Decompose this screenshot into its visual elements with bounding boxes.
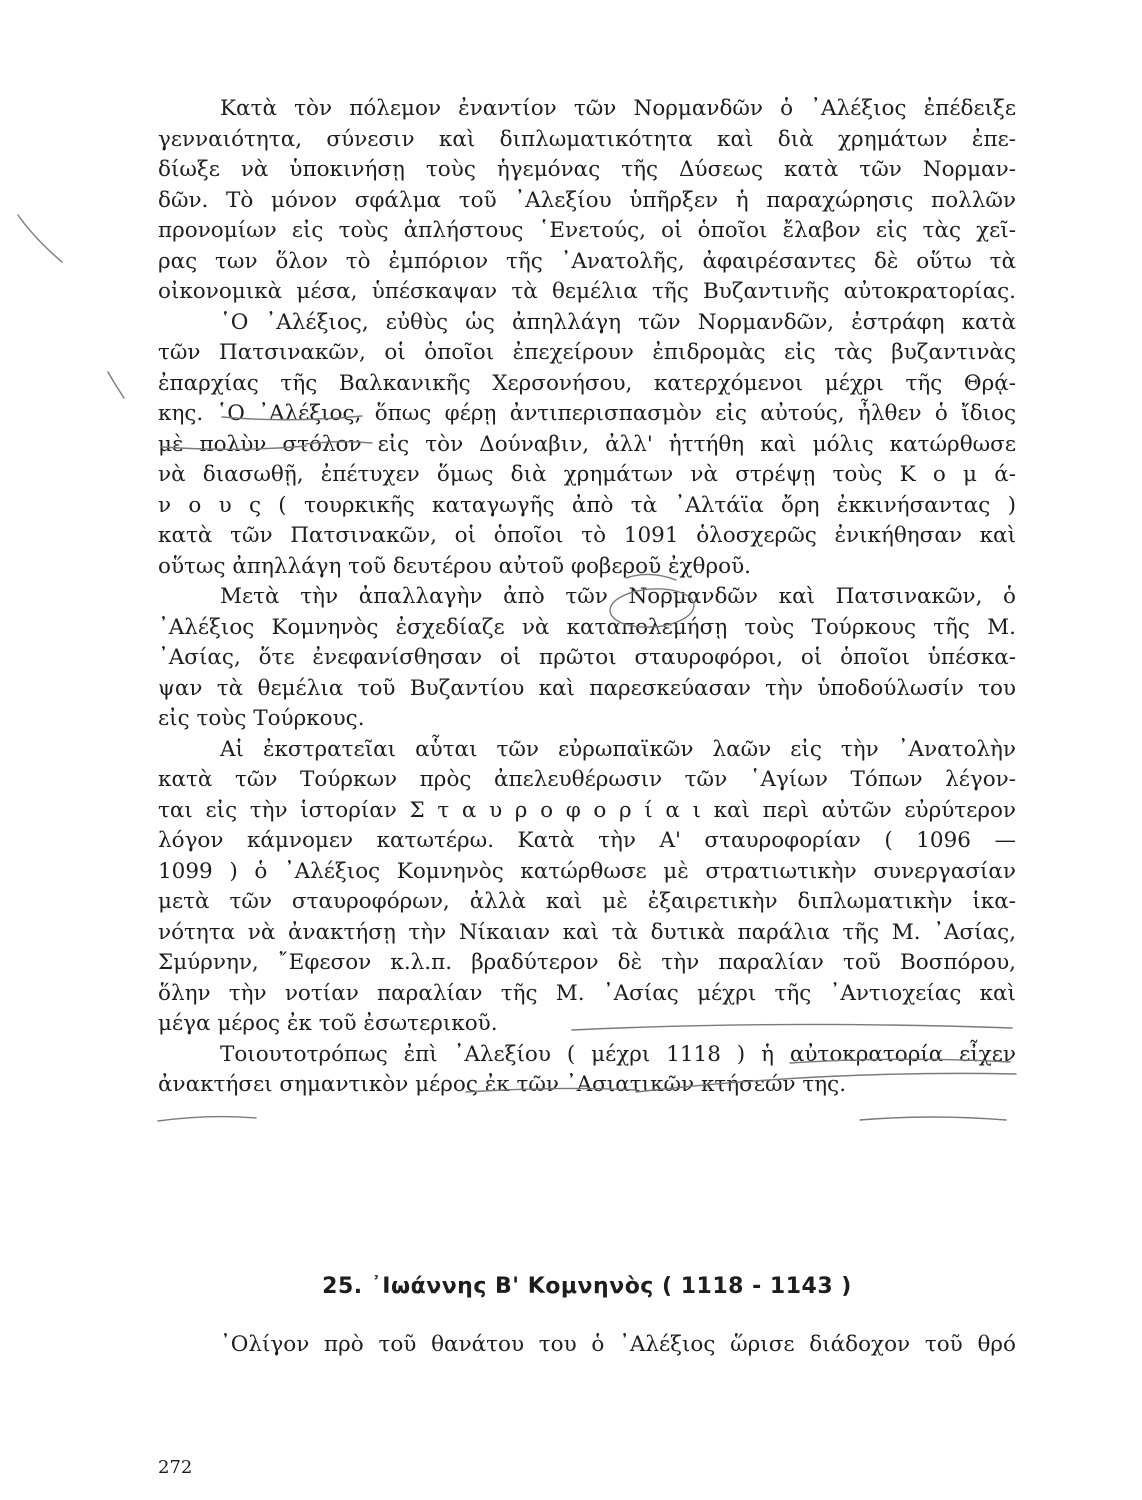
underline-smyrnin (158, 1117, 256, 1121)
text-line: δῶν. Τὸ μόνον σφάλμα τοῦ ᾿Αλεξίου ὑπῆρξεν ἡ παραχώρησις πολλῶν (158, 187, 1016, 213)
text-line: λόγον κάμνομεν κατωτέρω. Κατὰ τὴν Α' σταυροφορίαν ( 1096 — (158, 828, 1016, 853)
text-line: Τοιουτοτρόπως ἐπὶ ᾿Αλεξίου ( μέχρι 1118 ) ἡ αὐτοκρατορία εἶχεν (220, 1041, 1016, 1067)
text-line: νότητα νὰ ἀνακτήσῃ τὴν Νίκαιαν καὶ τὰ δυτικὰ παράλια τῆς Μ. ᾿Ασίας, (158, 919, 1016, 945)
text-line: Μετὰ τὴν ἀπαλλαγὴν ἀπὸ τῶν Νορμανδῶν καὶ Πατσινακῶν, ὁ (220, 584, 1016, 609)
text-line: μετὰ τῶν σταυροφόρων, ἀλλὰ καὶ μὲ ἐξαιρετικὴν διπλωματικὴν ἱκα- (158, 889, 1016, 914)
section-heading: 25. ᾿Ιωάννης Β' Κομνηνὸς ( 1118 - 1143 ) (322, 1274, 852, 1299)
text-line: ἐπαρχίας τῆς Βαλκανικῆς Χερσονήσου, κατερχόμενοι μέχρι τῆς Θρᾴ- (158, 370, 1016, 396)
underline-vosporou (860, 1117, 1006, 1120)
text-line: Αἱ ἐκστρατεῖαι αὗται τῶν εὐρωπαϊκῶν λαῶν εἰς τὴν ᾿Ανατολὴν (220, 736, 1016, 762)
margin-mark-2 (108, 372, 124, 398)
text-line: ρας των ὅλον τὸ ἐμπόριον τῆς ᾿Ανατολῆς, ἀφαιρέσαντες δὲ οὕτω τὰ (158, 248, 1016, 274)
text-line: οὕτως ἀπηλλάγη τοῦ δευτέρου αὐτοῦ φοβεροῦ ἐχθροῦ. (158, 553, 751, 579)
text-line: ὅλην τὴν νοτίαν παραλίαν τῆς Μ. ᾿Ασίας μέχρι τῆς ᾿Αντιοχείας καὶ (158, 980, 1016, 1006)
text-line: ν ο υ ς ( τουρκικῆς καταγωγῆς ἀπὸ τὰ ᾿Αλτάϊα ὄρη ἐκκινήσαντας ) (158, 492, 1016, 518)
text-line: ᾿Αλέξιος Κομνηνὸς ἐσχεδίαζε νὰ καταπολεμήσῃ τοὺς Τούρκους τῆς Μ. (158, 614, 1016, 640)
body-text-continued (158, 1330, 1016, 1361)
text-line: προνομίων εἰς τοὺς ἀπλήστους ῾Ενετούς, οἱ ὁποῖοι ἔλαβον εἰς τὰς χεῖ- (158, 218, 1016, 243)
text-line: 1099 ) ὁ ᾿Αλέξιος Κομνηνὸς κατώρθωσε μὲ στρατιωτικὴν συνεργασίαν (158, 858, 1016, 884)
text-line: νὰ διασωθῇ, ἐπέτυχεν ὅμως διὰ χρημάτων νὰ στρέψῃ τοὺς Κ ο μ ά- (158, 462, 1016, 487)
text-line: ἀνακτήσει σημαντικὸν μέρος ἐκ τῶν ᾿Ασιατικῶν κτήσεών της. (158, 1072, 847, 1097)
text-line: ᾿Ασίας, ὅτε ἐνεφανίσθησαν οἱ πρῶτοι σταυροφόροι, οἱ ὁποῖοι ὑπέσκα- (158, 645, 1016, 670)
text-line: μὲ πολὺν στόλον εἰς τὸν Δούναβιν, ἀλλ' ἡττήθη καὶ μόλις κατώρθωσε (158, 431, 1016, 457)
body-text (158, 94, 1016, 1101)
margin-mark-1 (18, 215, 62, 262)
text-line: τῶν Πατσινακῶν, οἱ ὁποῖοι ἐπεχείρουν ἐπιδρομὰς εἰς τὰς βυζαντινὰς (158, 340, 1016, 365)
text-line: ᾿Ολίγον πρὸ τοῦ θανάτου του ὁ ᾿Αλέξιος ὥρισε διάδοχον τοῦ θρό (220, 1332, 1016, 1357)
text-line: κης. ῾Ο ᾿Αλέξιος, ὅπως φέρῃ ἀντιπερισπασμὸν εἰς αὐτούς, ἦλθεν ὁ ἴδιος (158, 401, 1016, 426)
page-number: 272 (158, 1457, 193, 1478)
text-line: Κατὰ τὸν πόλεμον ἐναντίον τῶν Νορμανδῶν ὁ ᾿Αλέξιος ἐπέδειξε (220, 96, 1016, 121)
text-line: ῾Ο ᾿Αλέξιος, εὐθὺς ὡς ἀπηλλάγη τῶν Νορμανδῶν, ἐστράφη κατὰ (220, 309, 1016, 335)
text-line: γενναιότητα, σύνεσιν καὶ διπλωματικότητα καὶ διὰ χρημάτων ἐπε- (158, 126, 1016, 152)
text-line: οἰκονομικὰ μέσα, ὑπέσκαψαν τὰ θεμέλια τῆς Βυζαντινῆς αὐτοκρατορίας. (158, 279, 1016, 304)
text-line: ται εἰς τὴν ἱστορίαν Σ τ α υ ρ ο φ ο ρ ί α ι καὶ περὶ αὐτῶν εὐρύτερον (158, 797, 1016, 823)
text-line: κατὰ τῶν Πατσινακῶν, οἱ ὁποῖοι τὸ 1091 ὁλοσχερῶς ἐνικήθησαν καὶ (158, 523, 1016, 548)
text-line: ψαν τὰ θεμέλια τοῦ Βυζαντίου καὶ παρεσκεύασαν τὴν ὑποδούλωσίν του (158, 675, 1016, 701)
text-line: μέγα μέρος ἐκ τοῦ ἐσωτερικοῦ. (158, 1011, 498, 1036)
text-line: Σμύρνην, ῎Εφεσον κ.λ.π. βραδύτερον δὲ τὴν παραλίαν τοῦ Βοσπόρου, (158, 950, 1016, 975)
text-line: κατὰ τῶν Τούρκων πρὸς ἀπελευθέρωσιν τῶν ῾Αγίων Τόπων λέγον- (158, 767, 1016, 792)
text-line: δίωξε νὰ ὑποκινήσῃ τοὺς ἡγεμόνας τῆς Δύσεως κατὰ τῶν Νορμαν- (158, 157, 1016, 182)
text-line: εἰς τοὺς Τούρκους. (158, 706, 365, 731)
